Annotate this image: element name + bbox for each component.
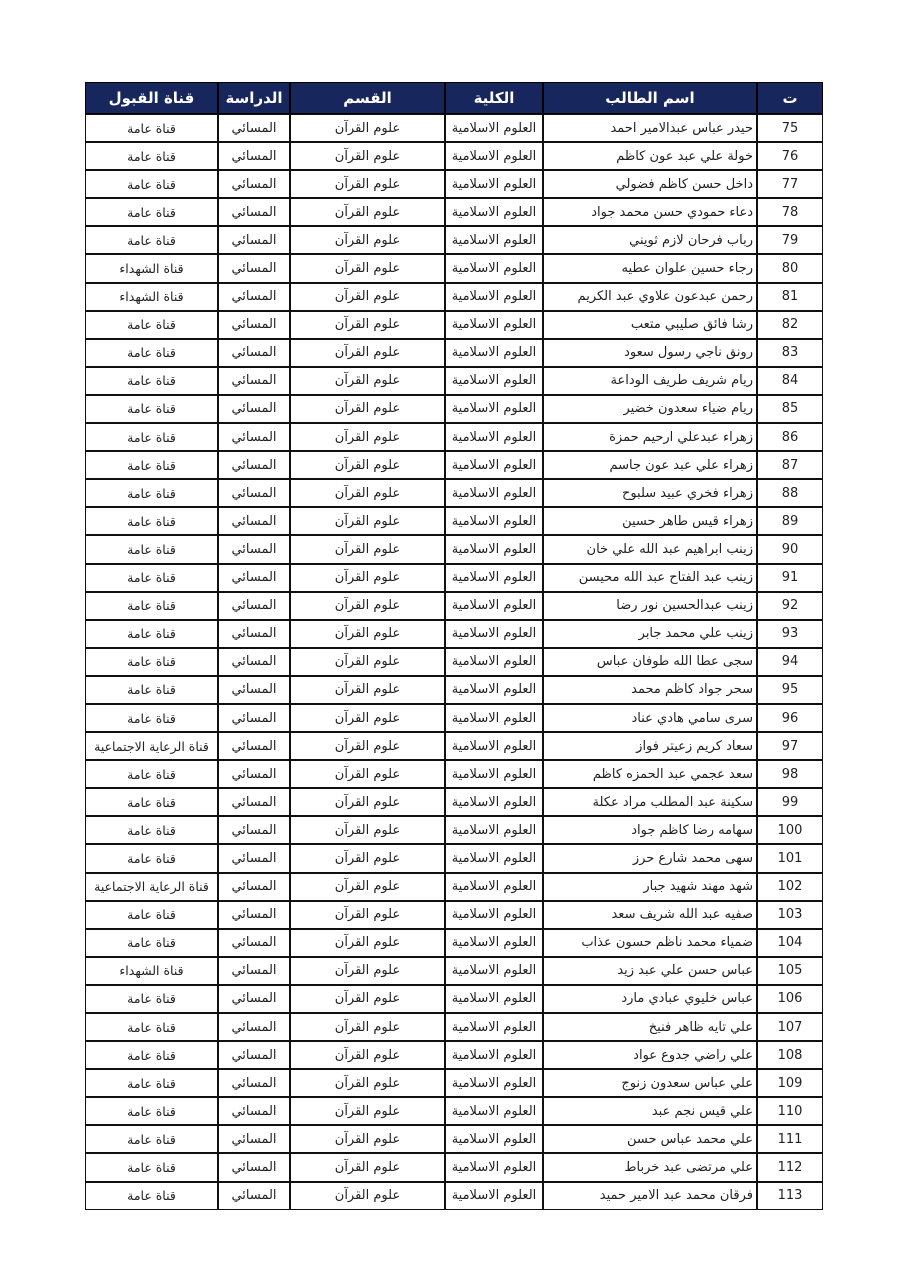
table-row [85,198,823,226]
cell-department: علوم القرآن [290,114,445,142]
cell-study-type: المسائي [218,142,290,170]
table-row [85,170,823,198]
cell-student-number: 85 [757,395,823,423]
cell-admission-channel: قناة عامة [85,929,218,957]
cell-department: علوم القرآن [290,1013,445,1041]
cell-student-name: شهد مهند شهيد جبار [543,873,757,901]
cell-college: العلوم الاسلامية [445,423,543,451]
cell-college: العلوم الاسلامية [445,957,543,985]
table-header [85,82,823,114]
cell-college: العلوم الاسلامية [445,873,543,901]
table-row [85,873,823,901]
cell-student-name: خولة علي عبد عون كاظم [543,142,757,170]
cell-admission-channel: قناة عامة [85,198,218,226]
cell-study-type: المسائي [218,170,290,198]
cell-college: العلوم الاسلامية [445,1041,543,1069]
cell-student-name: عباس حسن علي عبد زيد [543,957,757,985]
cell-department: علوم القرآن [290,985,445,1013]
cell-admission-channel: قناة عامة [85,479,218,507]
cell-admission-channel: قناة الرعاية الاجتماعية [85,873,218,901]
cell-student-number: 113 [757,1182,823,1210]
table-row [85,620,823,648]
cell-student-name: زينب علي محمد جابر [543,620,757,648]
cell-department: علوم القرآن [290,704,445,732]
cell-admission-channel: قناة عامة [85,648,218,676]
cell-student-number: 110 [757,1097,823,1125]
cell-study-type: المسائي [218,535,290,563]
cell-admission-channel: قناة عامة [85,311,218,339]
cell-study-type: المسائي [218,507,290,535]
cell-college: العلوم الاسلامية [445,198,543,226]
cell-college: العلوم الاسلامية [445,704,543,732]
cell-student-number: 76 [757,142,823,170]
cell-admission-channel: قناة عامة [85,564,218,592]
cell-department: علوم القرآن [290,957,445,985]
cell-college: العلوم الاسلامية [445,592,543,620]
cell-study-type: المسائي [218,198,290,226]
cell-admission-channel: قناة عامة [85,507,218,535]
cell-student-name: دعاء حمودي حسن محمد جواد [543,198,757,226]
cell-student-number: 99 [757,788,823,816]
cell-department: علوم القرآن [290,901,445,929]
cell-admission-channel: قناة عامة [85,451,218,479]
table-row [85,1182,823,1210]
cell-study-type: المسائي [218,564,290,592]
cell-student-number: 109 [757,1069,823,1097]
cell-college: العلوم الاسلامية [445,732,543,760]
cell-study-type: المسائي [218,1041,290,1069]
cell-college: العلوم الاسلامية [445,564,543,592]
cell-student-name: سعاد كريم زعيتر فواز [543,732,757,760]
table-row [85,901,823,929]
cell-study-type: المسائي [218,1013,290,1041]
cell-admission-channel: قناة عامة [85,114,218,142]
cell-department: علوم القرآن [290,732,445,760]
column-header-dept: القسم [290,82,445,114]
cell-college: العلوم الاسلامية [445,1097,543,1125]
cell-student-number: 91 [757,564,823,592]
cell-college: العلوم الاسلامية [445,1069,543,1097]
cell-study-type: المسائي [218,592,290,620]
cell-student-number: 111 [757,1125,823,1153]
cell-college: العلوم الاسلامية [445,339,543,367]
cell-department: علوم القرآن [290,339,445,367]
column-header-name: اسم الطالب [543,82,757,114]
cell-study-type: المسائي [218,844,290,872]
cell-student-number: 102 [757,873,823,901]
cell-college: العلوم الاسلامية [445,311,543,339]
cell-student-number: 81 [757,283,823,311]
table-row [85,564,823,592]
cell-student-number: 101 [757,844,823,872]
column-header-no: ت [757,82,823,114]
cell-study-type: المسائي [218,423,290,451]
cell-study-type: المسائي [218,648,290,676]
cell-college: العلوم الاسلامية [445,479,543,507]
cell-admission-channel: قناة الشهداء [85,254,218,282]
cell-student-number: 82 [757,311,823,339]
cell-student-number: 75 [757,114,823,142]
table-row [85,423,823,451]
cell-student-name: رحمن عبدعون علاوي عبد الكريم [543,283,757,311]
column-header-study: الدراسة [218,82,290,114]
cell-student-name: علي محمد عباس حسن [543,1125,757,1153]
table-row [85,283,823,311]
table-row [85,1125,823,1153]
cell-department: علوم القرآن [290,760,445,788]
table-row [85,479,823,507]
cell-college: العلوم الاسلامية [445,901,543,929]
cell-student-name: زينب ابراهيم عبد الله علي خان [543,535,757,563]
table-row [85,985,823,1013]
cell-student-name: علي راضي جدوع عواد [543,1041,757,1069]
cell-student-name: صفيه عبد الله شريف سعد [543,901,757,929]
cell-study-type: المسائي [218,1097,290,1125]
cell-admission-channel: قناة عامة [85,367,218,395]
table-row [85,142,823,170]
cell-admission-channel: قناة عامة [85,844,218,872]
cell-study-type: المسائي [218,1069,290,1097]
cell-study-type: المسائي [218,226,290,254]
table-row [85,535,823,563]
cell-student-number: 84 [757,367,823,395]
cell-college: العلوم الاسلامية [445,929,543,957]
cell-student-name: داخل حسن كاظم فضولي [543,170,757,198]
cell-study-type: المسائي [218,760,290,788]
cell-admission-channel: قناة عامة [85,226,218,254]
cell-admission-channel: قناة عامة [85,1125,218,1153]
cell-student-name: رونق ناجي رسول سعود [543,339,757,367]
cell-admission-channel: قناة الشهداء [85,957,218,985]
cell-department: علوم القرآن [290,648,445,676]
cell-admission-channel: قناة عامة [85,170,218,198]
cell-student-name: سكينة عبد المطلب مراد عكلة [543,788,757,816]
cell-student-number: 108 [757,1041,823,1069]
cell-student-number: 103 [757,901,823,929]
cell-student-number: 79 [757,226,823,254]
cell-admission-channel: قناة عامة [85,423,218,451]
student-roster-table [85,82,823,1210]
cell-student-number: 97 [757,732,823,760]
cell-department: علوم القرآن [290,311,445,339]
cell-student-name: علي قيس نجم عبد [543,1097,757,1125]
cell-student-name: سجى عطا الله طوفان عباس [543,648,757,676]
cell-student-name: ضمياء محمد ناظم حسون عذاب [543,929,757,957]
table-row [85,311,823,339]
cell-student-number: 78 [757,198,823,226]
cell-study-type: المسائي [218,395,290,423]
cell-college: العلوم الاسلامية [445,788,543,816]
cell-admission-channel: قناة عامة [85,676,218,704]
cell-study-type: المسائي [218,929,290,957]
cell-study-type: المسائي [218,957,290,985]
cell-college: العلوم الاسلامية [445,170,543,198]
table-row [85,254,823,282]
cell-student-name: زهراء عبدعلي ارحيم حمزة [543,423,757,451]
cell-student-number: 106 [757,985,823,1013]
cell-student-number: 94 [757,648,823,676]
header-row [85,82,823,114]
cell-student-number: 112 [757,1153,823,1181]
cell-admission-channel: قناة الشهداء [85,283,218,311]
cell-department: علوم القرآن [290,676,445,704]
cell-college: العلوم الاسلامية [445,620,543,648]
cell-department: علوم القرآن [290,1125,445,1153]
cell-admission-channel: قناة عامة [85,901,218,929]
cell-student-name: زينب عبدالحسين نور رضا [543,592,757,620]
cell-department: علوم القرآن [290,142,445,170]
cell-student-number: 98 [757,760,823,788]
table-row [85,648,823,676]
cell-department: علوم القرآن [290,620,445,648]
cell-study-type: المسائي [218,311,290,339]
table-row [85,592,823,620]
cell-department: علوم القرآن [290,788,445,816]
cell-admission-channel: قناة الرعاية الاجتماعية [85,732,218,760]
cell-student-name: سهامه رضا كاظم جواد [543,816,757,844]
cell-student-name: علي تايه ظاهر فنيخ [543,1013,757,1041]
cell-college: العلوم الاسلامية [445,985,543,1013]
table-row [85,929,823,957]
table-row [85,367,823,395]
table-row [85,226,823,254]
table-row [85,844,823,872]
cell-department: علوم القرآن [290,929,445,957]
table-row [85,1013,823,1041]
cell-student-number: 88 [757,479,823,507]
cell-student-number: 90 [757,535,823,563]
table-row [85,1069,823,1097]
cell-college: العلوم الاسلامية [445,1013,543,1041]
table-row [85,507,823,535]
cell-study-type: المسائي [218,339,290,367]
cell-student-name: رباب فرحان لازم ثويني [543,226,757,254]
cell-student-number: 89 [757,507,823,535]
table-row [85,339,823,367]
cell-student-name: سعد عجمي عبد الحمزه كاظم [543,760,757,788]
cell-college: العلوم الاسلامية [445,226,543,254]
cell-department: علوم القرآن [290,844,445,872]
cell-department: علوم القرآن [290,564,445,592]
table-row [85,451,823,479]
cell-study-type: المسائي [218,283,290,311]
cell-department: علوم القرآن [290,507,445,535]
column-header-channel: قناة القبول [85,82,218,114]
table-row [85,676,823,704]
cell-department: علوم القرآن [290,395,445,423]
cell-student-name: رشا فائق صليبي متعب [543,311,757,339]
cell-student-name: علي مرتضى عبد خرباط [543,1153,757,1181]
cell-student-number: 92 [757,592,823,620]
cell-department: علوم القرآن [290,367,445,395]
cell-admission-channel: قناة عامة [85,1182,218,1210]
cell-student-name: ريام ضياء سعدون خضير [543,395,757,423]
cell-department: علوم القرآن [290,198,445,226]
cell-study-type: المسائي [218,676,290,704]
cell-department: علوم القرآن [290,873,445,901]
cell-college: العلوم الاسلامية [445,1153,543,1181]
cell-student-name: زهراء علي عبد عون جاسم [543,451,757,479]
cell-admission-channel: قناة عامة [85,339,218,367]
table-row [85,395,823,423]
cell-student-name: حيدر عباس عبدالامير احمد [543,114,757,142]
cell-student-name: علي عباس سعدون زنوج [543,1069,757,1097]
cell-student-number: 104 [757,929,823,957]
cell-student-number: 77 [757,170,823,198]
cell-study-type: المسائي [218,479,290,507]
table-row [85,1153,823,1181]
cell-department: علوم القرآن [290,283,445,311]
cell-admission-channel: قناة عامة [85,704,218,732]
cell-college: العلوم الاسلامية [445,367,543,395]
cell-student-name: زهراء فخري عبيد سلبوح [543,479,757,507]
table-row [85,816,823,844]
cell-college: العلوم الاسلامية [445,142,543,170]
cell-student-name: زينب عبد الفتاح عبد الله محيسن [543,564,757,592]
cell-student-name: سحر جواد كاظم محمد [543,676,757,704]
cell-study-type: المسائي [218,901,290,929]
cell-college: العلوم الاسلامية [445,760,543,788]
table-body [85,114,823,1210]
table-row [85,788,823,816]
cell-student-name: زهراء قيس طاهر حسين [543,507,757,535]
cell-study-type: المسائي [218,732,290,760]
cell-college: العلوم الاسلامية [445,1125,543,1153]
cell-study-type: المسائي [218,704,290,732]
cell-admission-channel: قناة عامة [85,1153,218,1181]
table-row [85,1097,823,1125]
cell-student-name: ريام شريف طريف الوداعة [543,367,757,395]
cell-department: علوم القرآن [290,423,445,451]
cell-student-name: عباس خليوي عبادي مارد [543,985,757,1013]
cell-college: العلوم الاسلامية [445,844,543,872]
cell-study-type: المسائي [218,620,290,648]
cell-student-number: 105 [757,957,823,985]
cell-department: علوم القرآن [290,1182,445,1210]
cell-study-type: المسائي [218,816,290,844]
cell-student-number: 87 [757,451,823,479]
cell-study-type: المسائي [218,254,290,282]
cell-admission-channel: قناة عامة [85,395,218,423]
cell-student-number: 80 [757,254,823,282]
cell-student-name: فرقان محمد عبد الامير حميد [543,1182,757,1210]
cell-college: العلوم الاسلامية [445,395,543,423]
cell-student-number: 95 [757,676,823,704]
cell-department: علوم القرآن [290,1153,445,1181]
cell-college: العلوم الاسلامية [445,451,543,479]
cell-department: علوم القرآن [290,535,445,563]
table-row [85,704,823,732]
cell-study-type: المسائي [218,1153,290,1181]
cell-admission-channel: قناة عامة [85,1069,218,1097]
cell-study-type: المسائي [218,114,290,142]
cell-college: العلوم الاسلامية [445,283,543,311]
cell-student-number: 93 [757,620,823,648]
cell-admission-channel: قناة عامة [85,788,218,816]
cell-department: علوم القرآن [290,451,445,479]
cell-college: العلوم الاسلامية [445,507,543,535]
cell-department: علوم القرآن [290,1097,445,1125]
cell-student-number: 96 [757,704,823,732]
cell-student-number: 107 [757,1013,823,1041]
cell-admission-channel: قناة عامة [85,620,218,648]
cell-department: علوم القرآن [290,816,445,844]
cell-student-name: رجاء حسين علوان عطيه [543,254,757,282]
cell-department: علوم القرآن [290,1041,445,1069]
cell-college: العلوم الاسلامية [445,254,543,282]
cell-study-type: المسائي [218,367,290,395]
cell-student-number: 100 [757,816,823,844]
cell-department: علوم القرآن [290,170,445,198]
cell-study-type: المسائي [218,451,290,479]
cell-college: العلوم الاسلامية [445,1182,543,1210]
cell-study-type: المسائي [218,873,290,901]
cell-admission-channel: قناة عامة [85,985,218,1013]
table-row [85,114,823,142]
cell-college: العلوم الاسلامية [445,114,543,142]
cell-department: علوم القرآن [290,254,445,282]
column-header-college: الكلية [445,82,543,114]
table-row [85,760,823,788]
cell-student-name: سرى سامي هادي عناد [543,704,757,732]
cell-study-type: المسائي [218,1182,290,1210]
cell-admission-channel: قناة عامة [85,535,218,563]
cell-student-number: 83 [757,339,823,367]
cell-admission-channel: قناة عامة [85,1013,218,1041]
cell-study-type: المسائي [218,1125,290,1153]
table-row [85,732,823,760]
cell-department: علوم القرآن [290,1069,445,1097]
cell-college: العلوم الاسلامية [445,676,543,704]
cell-department: علوم القرآن [290,479,445,507]
table-row [85,957,823,985]
cell-study-type: المسائي [218,788,290,816]
cell-admission-channel: قناة عامة [85,816,218,844]
cell-department: علوم القرآن [290,226,445,254]
cell-college: العلوم الاسلامية [445,648,543,676]
cell-student-name: سهى محمد شارع حرز [543,844,757,872]
table-row [85,1041,823,1069]
cell-admission-channel: قناة عامة [85,592,218,620]
cell-admission-channel: قناة عامة [85,1041,218,1069]
cell-study-type: المسائي [218,985,290,1013]
cell-college: العلوم الاسلامية [445,816,543,844]
cell-admission-channel: قناة عامة [85,760,218,788]
cell-admission-channel: قناة عامة [85,142,218,170]
cell-college: العلوم الاسلامية [445,535,543,563]
cell-admission-channel: قناة عامة [85,1097,218,1125]
cell-student-number: 86 [757,423,823,451]
cell-department: علوم القرآن [290,592,445,620]
